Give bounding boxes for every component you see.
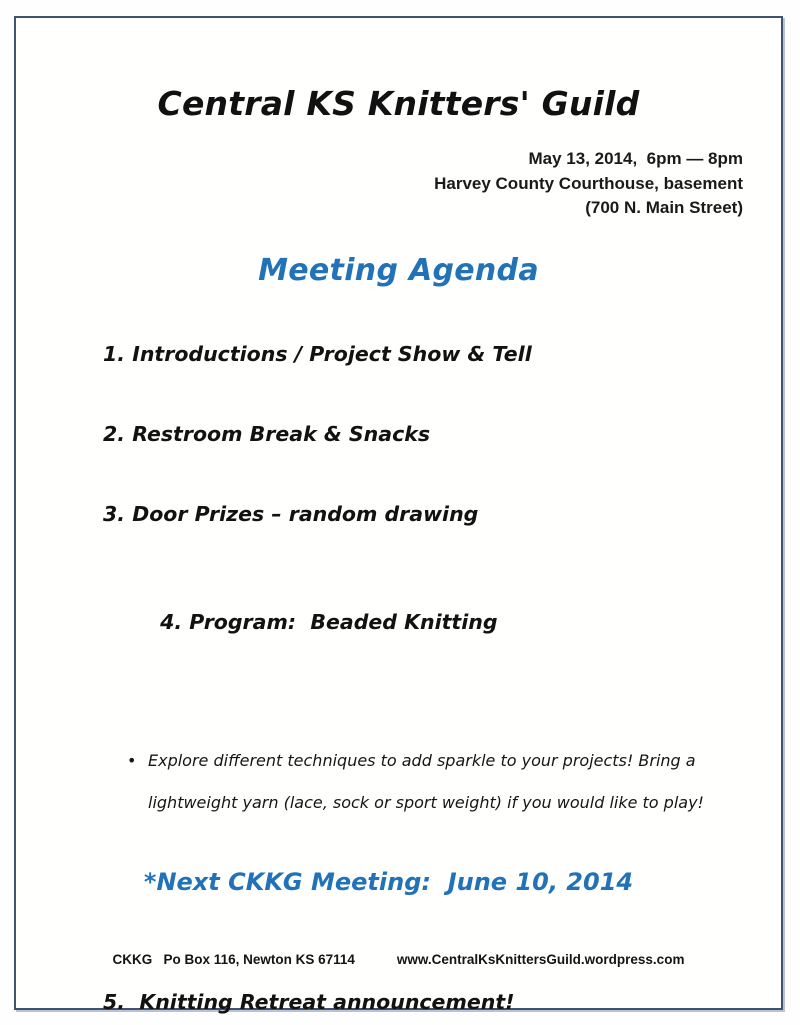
- footer-website-url: www.CentralKsKnittersGuild.wordpress.com: [396, 952, 685, 967]
- agenda-item-4-sub-list: [103, 684, 763, 880]
- meeting-address: (700 N. Main Street): [585, 198, 743, 217]
- agenda-item-2: 2. Restroom Break & Snacks: [103, 422, 431, 446]
- agenda-item-4-bullet-text: Explore different techniques to add sparkle to your projects! Bring a lightweight yarn (lace, sock or sport weight) if you would like to play!: [148, 751, 704, 812]
- meeting-venue: Harvey County Courthouse, basement: [434, 173, 743, 193]
- bullet-dot-icon: •: [127, 751, 137, 770]
- document-title: Central KS Knitters' Guild: [157, 84, 640, 123]
- list-item: [103, 740, 748, 824]
- agenda-item-5: 5. Knitting Retreat announcement!: [103, 990, 515, 1014]
- agenda-item-3: 3. Door Prizes – random drawing: [103, 502, 479, 526]
- agenda-item-4-label: 4. Program: Beaded Knitting: [160, 610, 498, 634]
- agenda-heading: Meeting Agenda: [258, 253, 539, 288]
- meeting-date-time: May 13, 2014, 6pm — 8pm: [528, 149, 743, 168]
- document-footer: [16, 950, 781, 970]
- agenda-item-1: 1. Introductions / Project Show & Tell: [103, 342, 532, 366]
- agenda-list: [103, 340, 763, 1016]
- document-content: [16, 18, 781, 1014]
- next-meeting-notice: *Next CKKG Meeting: June 10, 2014: [143, 868, 634, 896]
- footer-mailing-address: CKKG Po Box 116, Newton KS 67114: [112, 952, 355, 967]
- meeting-details-block: [283, 147, 743, 221]
